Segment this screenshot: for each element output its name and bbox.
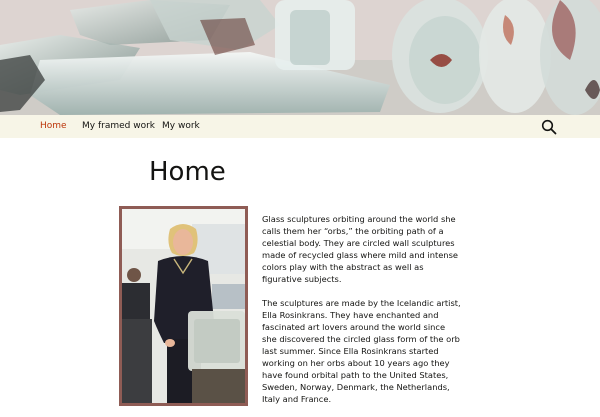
page-content (262, 213, 462, 417)
header-banner-image (0, 0, 600, 115)
artist-paragraph: The sculptures are made by the Icelandic artist, Ella Rosinkrans. They have enchanted and fascinated art lovers around the world since she discovered the circled glass form of the orb last summer. Since Ella Rosinkrans started working on her orbs about 10 years ago they have found orbital path to the United States, Sweden, Norway, Denmark, the Netherlands, Italy and France. (262, 298, 461, 404)
artist-photo (119, 206, 248, 406)
glass-sculptures-illustration (0, 0, 600, 115)
intro-paragraph: Glass sculptures orbiting around the world she calls them her “orbs,” the orbiting path of a celestial body. They are circled wall sculptures made of recycled glass where mild and intense colors play with the abstract as well as figurative subjects. (262, 214, 458, 284)
artist-photo-illustration (122, 209, 245, 403)
nav-item-my-framed-work[interactable]: My framed work (82, 121, 155, 131)
nav-item-my-work[interactable]: My work (162, 121, 200, 131)
nav-item-home[interactable]: Home (40, 121, 67, 131)
search-button[interactable] (540, 118, 558, 136)
page-title: Home (149, 157, 226, 187)
main-navigation (0, 115, 600, 138)
search-icon (540, 118, 558, 136)
